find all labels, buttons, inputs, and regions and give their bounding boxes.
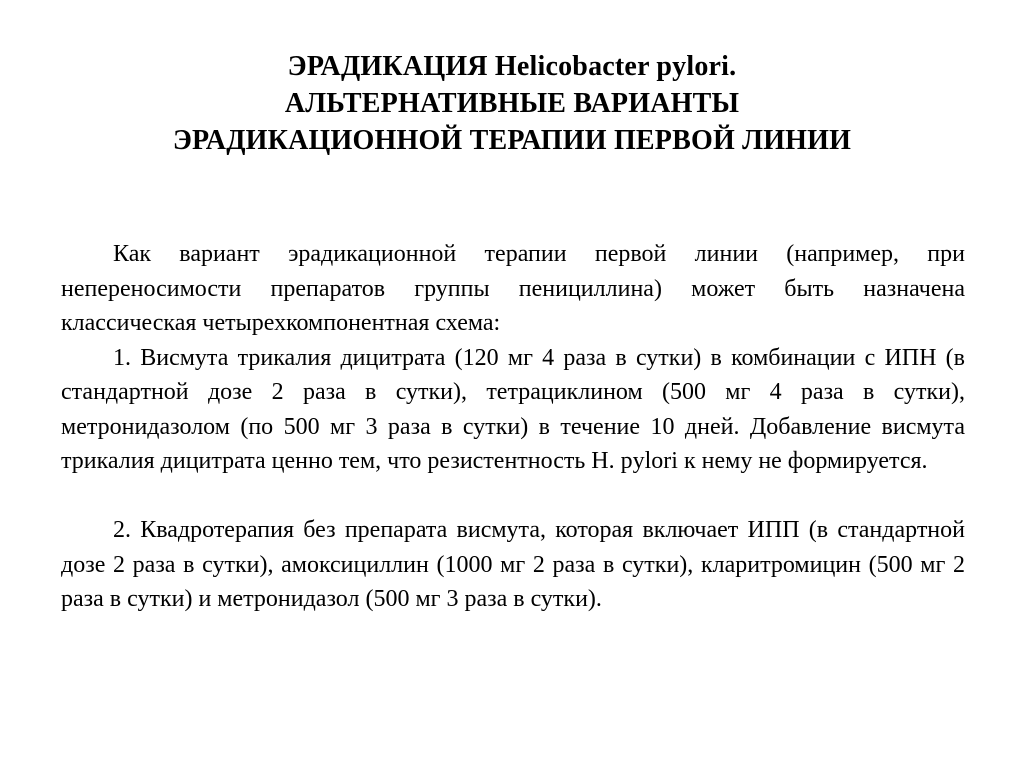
title-line-2: АЛЬТЕРНАТИВНЫЕ ВАРИАНТЫ (284, 88, 740, 119)
scheme-item-2: 2. Квадротерапия без препарата висмута, которая включает ИПП (в стандартной дозе 2 раза в сутки), амоксициллин (1000 мг 2 раза в сутки), кларитромицин (500 мг 2 раза в сутки) и метронидазол (500 мг 3 раза в сутки). (61, 517, 965, 612)
slide-title (60, 48, 964, 159)
intro-paragraph: Как вариант эрадикационной терапии первой линии (например, при непереносимости препаратов группы пенициллина) может быть назначена классическая четырехкомпонентная схема: (61, 241, 965, 336)
title-line-1: ЭРАДИКАЦИЯ Helicobacter pylori. (287, 51, 737, 82)
title-line-3: ЭРАДИКАЦИОННОЙ ТЕРАПИИ ПЕРВОЙ ЛИНИИ (172, 125, 852, 156)
slide-body (61, 237, 965, 617)
scheme-item-1: 1. Висмута трикалия дицитрата (120 мг 4 раза в сутки) в комбинации с ИПН (в стандартной дозе 2 раза в сутки), тетрациклином (500 мг 4 раза в сутки), метронидазолом (по 500 мг 3 раза в сутки) в течение 10 дней. Добавление висмута трикалия дицитрата ценно тем, что резистентность H. pylori к нему не формируется. (61, 344, 965, 474)
paragraph-spacer (61, 479, 965, 514)
